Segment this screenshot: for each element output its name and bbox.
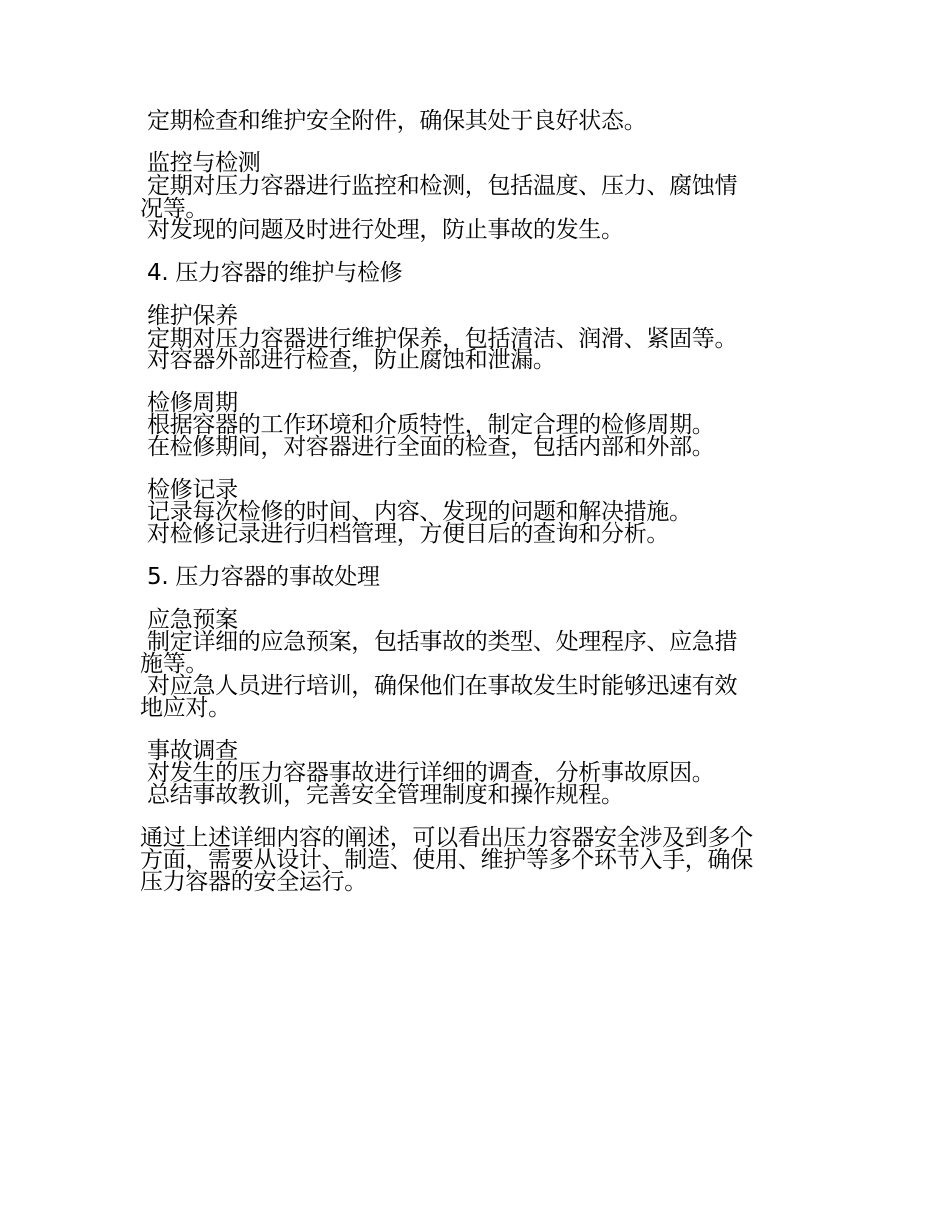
- investigation-paragraph-2: 总结事故教训，完善安全管理制度和操作规程。: [147, 782, 624, 808]
- conclusion-line-3: 压力容器的安全运行。: [140, 869, 368, 895]
- cycle-paragraph-1: 根据容器的工作环境和介质特性，制定合理的检修周期。: [147, 412, 715, 438]
- maintenance-paragraph-2: 对容器外部进行检查，防止腐蚀和泄漏。: [147, 347, 556, 373]
- records-title: 检修记录: [147, 477, 238, 503]
- monitoring-paragraph-1-cont: 况等。: [140, 196, 209, 222]
- investigation-paragraph-1: 对发生的压力容器事故进行详细的调查，分析事故原因。: [147, 760, 715, 786]
- intro-text: 定期检查和维护安全附件，确保其处于良好状态。: [147, 108, 647, 134]
- emergency-paragraph-1: 制定详细的应急预案，包括事故的类型、处理程序、应急措: [147, 629, 738, 655]
- section-5-heading: 5. 压力容器的事故处理: [147, 564, 380, 590]
- monitoring-paragraph-1: 定期对压力容器进行监控和检测，包括温度、压力、腐蚀情: [147, 173, 738, 199]
- emergency-title: 应急预案: [147, 607, 238, 633]
- emergency-paragraph-2-cont: 地应对。: [140, 695, 231, 721]
- cycle-title: 检修周期: [147, 390, 238, 416]
- maintenance-paragraph-1: 定期对压力容器进行维护保养，包括清洁、润滑、紧固等。: [147, 326, 738, 352]
- investigation-title: 事故调查: [147, 738, 238, 764]
- records-paragraph-2: 对检修记录进行归档管理，方便日后的查询和分析。: [147, 521, 670, 547]
- cycle-paragraph-2: 在检修期间，对容器进行全面的检查，包括内部和外部。: [147, 434, 715, 460]
- emergency-paragraph-2: 对应急人员进行培训，确保他们在事故发生时能够迅速有效: [147, 673, 738, 699]
- maintenance-title: 维护保养: [147, 303, 238, 329]
- section-4-heading: 4. 压力容器的维护与检修: [147, 260, 403, 286]
- conclusion-line-1: 通过上述详细内容的阐述，可以看出压力容器安全涉及到多个: [140, 825, 753, 851]
- records-paragraph-1: 记录每次检修的时间、内容、发现的问题和解决措施。: [147, 499, 692, 525]
- emergency-paragraph-1-cont: 施等。: [140, 651, 209, 677]
- monitoring-title: 监控与检测: [147, 150, 261, 176]
- monitoring-paragraph-2: 对发现的问题及时进行处理，防止事故的发生。: [147, 217, 624, 243]
- conclusion-line-2: 方面，需要从设计、制造、使用、维护等多个环节入手，确保: [140, 847, 753, 873]
